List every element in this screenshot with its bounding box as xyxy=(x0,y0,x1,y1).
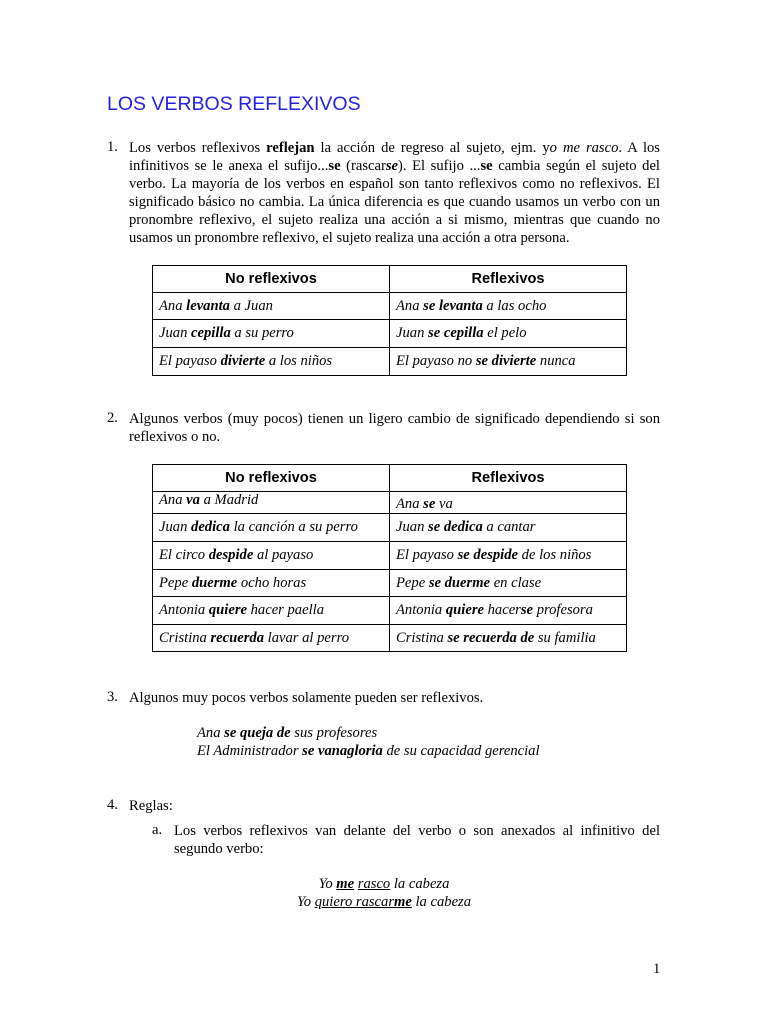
table-row: Antonia quiere hacer paella Antonia quiere hacerse profesora xyxy=(153,597,627,625)
table-header: Reflexivos xyxy=(390,266,627,293)
table-header: No reflexivos xyxy=(153,465,390,492)
sub-item-paragraph: Los verbos reflexivos van delante del verbo o son anexados al infinitivo del segundo verbo: xyxy=(174,823,660,857)
table-header: No reflexivos xyxy=(153,266,390,293)
example-line: Yo quiero rascarme la cabeza xyxy=(296,894,472,910)
table-row: El circo despide al payaso El payaso se despide de los niños xyxy=(153,542,627,570)
table-row: Ana levanta a Juan Ana se levanta a las ocho xyxy=(153,293,627,320)
table-row: El payaso divierte a los niños El payaso no se divierte nunca xyxy=(153,348,627,376)
list-number-2: 2. xyxy=(107,410,118,426)
example-line: Yo me rasco la cabeza xyxy=(318,876,450,892)
sub-item-letter: a. xyxy=(152,822,163,838)
table-row: Juan dedica la canción a su perro Juan se dedica a cantar xyxy=(153,514,627,542)
paragraph-2: Algunos verbos (muy pocos) tienen un ligero cambio de significado dependiendo si son reflexivos o no. xyxy=(129,411,660,445)
paragraph-4: Reglas: xyxy=(129,798,173,814)
table-reflexive-1 xyxy=(152,265,627,376)
table-row: Pepe duerme ocho horas Pepe se duerme en clase xyxy=(153,570,627,597)
paragraph-3: Algunos muy pocos verbos solamente pueden ser reflexivos. xyxy=(129,690,484,706)
table-reflexive-2 xyxy=(152,464,627,652)
page-title: LOS VERBOS REFLEXIVOS xyxy=(107,93,361,115)
example-line: Ana se queja de sus profesores xyxy=(197,725,378,741)
table-row: Juan cepilla a su perro Juan se cepilla el pelo xyxy=(153,320,627,348)
table-row: Ana va a Madrid Ana se va xyxy=(153,492,627,514)
list-number-1: 1. xyxy=(107,139,118,155)
list-number-4: 4. xyxy=(107,797,118,813)
table-header: Reflexivos xyxy=(390,465,627,492)
table-row: Cristina recuerda lavar al perro Cristina se recuerda de su familia xyxy=(153,625,627,652)
list-number-3: 3. xyxy=(107,689,118,705)
example-line: El Administrador se vanagloria de su capacidad gerencial xyxy=(197,743,540,759)
page-number: 1 xyxy=(653,961,661,977)
paragraph-1: Los verbos reflexivos reflejan la acción de regreso al sujeto, ejm. yo me rasco. A los infinitivos se le anexa el sufijo...se (rascarse). El sufijo ...se cambia según el sujeto del verbo. La mayoría de los verbos en español son tanto reflexivos como no reflexivos. El significado básico no cambia. La única diferencia es que cuando usamos un verbo con un pronombre reflexivo, el sujeto realiza una acción a si mismo, mientras que cuando no usamos un pronombre reflexivo, el sujeto realiza una acción a otra persona. xyxy=(129,140,660,246)
